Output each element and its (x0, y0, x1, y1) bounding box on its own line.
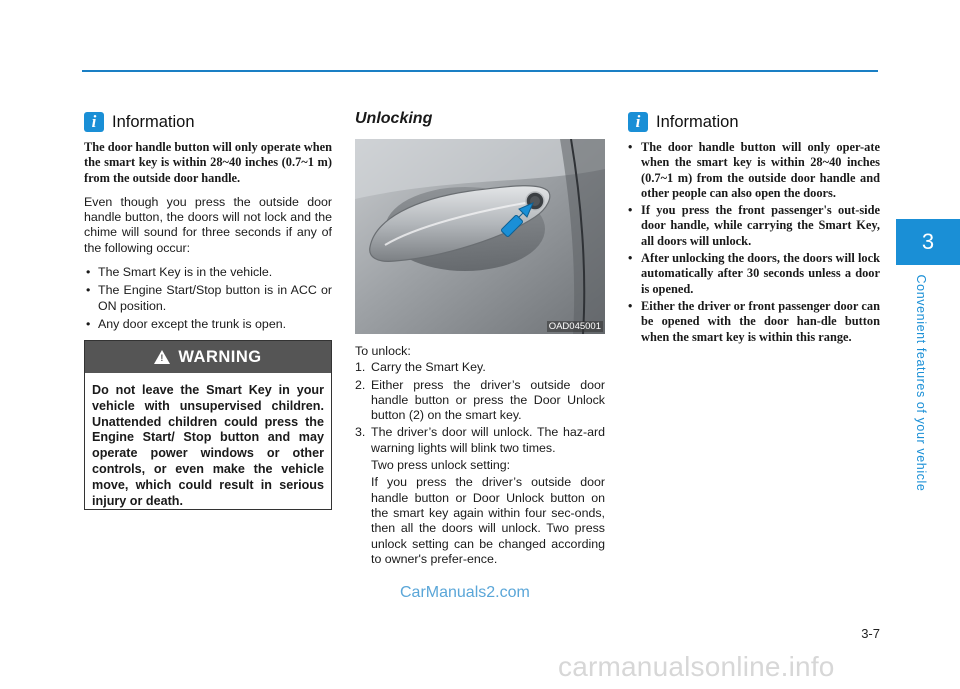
warning-label: WARNING (178, 347, 262, 366)
info-list (628, 140, 880, 345)
list-item (355, 425, 605, 456)
step-number: 1. (355, 360, 366, 375)
lock-conditions-list (84, 265, 332, 332)
top-rule (82, 70, 878, 72)
list-item (355, 360, 605, 375)
photo-code: OAD045001 (548, 321, 601, 332)
section-title: Unlocking (355, 110, 433, 127)
list-item: • Either the driver or front passenger door can be opened with the door han-dle button when the smart key is within this range. (628, 299, 880, 345)
page-number: 3-7 (861, 626, 880, 641)
unlock-steps (355, 344, 605, 567)
list-item: • The Smart Key is in the vehicle. (84, 265, 332, 280)
door-handle-photo (355, 139, 605, 334)
warning-header (85, 341, 331, 373)
watermark-logo: CarManuals2.com (400, 584, 530, 601)
warning-text: Do not leave the Smart Key in your vehicle with unsupervised children. Unattended children could press the Engine Start/ Stop button and may operate power windows or other controls, or even make the vehicle move, which could result in serious injury or death. (92, 383, 324, 508)
steps-list (355, 360, 605, 456)
two-press-heading: Two press unlock setting: (371, 458, 511, 473)
info-text: The door handle button will only operate when the smart key is within 28~40 inches (0.7~1 m) from the outside door handle. (84, 140, 332, 185)
lock-conditions-paragraph: Even though you press the outside door handle button, the doors will not lock and the chime will sound for three seconds if any of the following occur: (84, 194, 332, 255)
right-column (628, 110, 880, 347)
chapter-title-text: Convenient features of your vehicle (914, 274, 928, 492)
step-text: Carry the Smart Key. (371, 360, 486, 375)
list-item: • After unlocking the doors, the doors will lock automatically after 30 seconds unless a door is opened. (628, 251, 880, 297)
warning-triangle-icon: ! (154, 350, 170, 364)
info-title: Information (112, 112, 195, 131)
list-item: • If you press the front passenger's out-side door handle, while carrying the Smart Key, all doors will unlock. (628, 203, 880, 249)
list-item (355, 378, 605, 424)
info-icon: i (628, 112, 648, 132)
warning-box (84, 340, 332, 510)
list-item: • The Engine Start/Stop button is in ACC or ON position. (84, 283, 332, 314)
step-number: 3. (355, 425, 366, 440)
watermark-site: carmanualsonline.info (558, 651, 835, 682)
chapter-title (910, 272, 932, 494)
unlock-intro: To unlock: (355, 344, 411, 358)
step-text: Either press the driver’s outside door handle button or press the Door Unlock button (2) on the smart key. (371, 377, 605, 423)
step-number: 2. (355, 377, 366, 392)
info-heading (628, 110, 880, 134)
step-text: The driver’s door will unlock. The haz-ard warning lights will blink two times. (371, 425, 605, 455)
two-press-text: If you press the driver’s outside door handle button or Door Unlock button on the smart key again within four sec-onds, then all the doors will unlock. Two press unlock setting can be changed according to owner's prefer-ence. (371, 475, 605, 566)
info-title: Information (656, 112, 739, 131)
left-column (84, 110, 332, 335)
list-item: • The door handle button will only oper-ate when the smart key is within 28~40 inches (0.7~1 m) from the outside door handle and other people can also open the doors. (628, 140, 880, 201)
middle-column (355, 110, 605, 567)
list-item: • Any door except the trunk is open. (84, 317, 332, 332)
info-heading (84, 110, 332, 134)
info-icon: i (84, 112, 104, 132)
chapter-tab: 3 (896, 219, 960, 265)
